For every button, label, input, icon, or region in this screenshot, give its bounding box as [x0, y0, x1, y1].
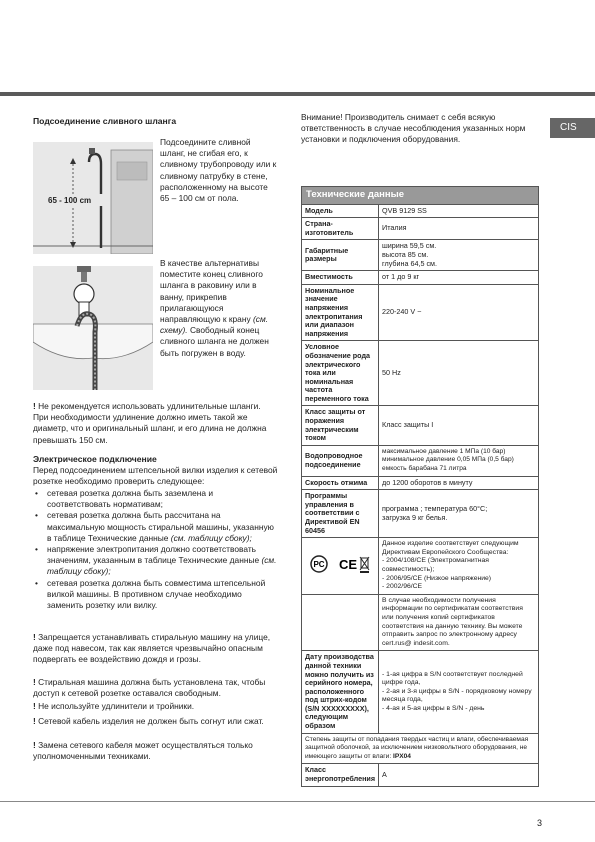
warning-text: Не используйте удлинители и тройники. [38, 701, 195, 711]
row-value: максимальное давление 1 МПа (10 бар) минимальное давление 0,05 МПа (0,5 бар) емкость барабана 71 литра [379, 445, 539, 476]
certificates-text: В случае необходимости получения информации по сертификатам соответствия или получения копий сертификатов соответствия на данную технику. Вы можете отправить запрос по электронному адресу cert.rus@ indesit.com. [379, 594, 539, 651]
row-value: QVB 9129 SS [379, 204, 539, 218]
pc-mark: PC [313, 559, 325, 569]
list-item-ref: (см. таблицу сбоку); [47, 555, 277, 577]
header-bar [0, 92, 595, 96]
warning-text: Запрещается устанавливать стиральную машину на улице, даже под навесом, так как является чрезвычайно опасным подвергать ее воздействию дождя и грозы. [33, 632, 271, 665]
list-item-text: сетевая розетка должна быть рассчитана на максимальную мощность стиральной машины, указанную в таблице Технические данные [47, 510, 274, 543]
row-value: A [379, 764, 539, 786]
warning-outdoor [33, 632, 278, 666]
ipx-code: IPX04 [393, 752, 411, 760]
table-row [302, 271, 539, 285]
table-title: Технические данные [302, 187, 539, 205]
row-value: 220-240 V ~ [379, 284, 539, 341]
table-row [302, 476, 539, 490]
warning-replace [33, 740, 278, 762]
sink-illustration [33, 266, 153, 390]
warning-text: Сетевой кабель изделия не должен быть согнут или сжат. [38, 716, 264, 726]
row-value: - 1-ая цифра в S/N соответствует последней цифре года, - 2-ая и 3-я цифры в S/N - порядковому номеру месяца года, - 4-ая и 5-ая цифры в S/N - день [379, 651, 539, 733]
row-value: Класс защиты I [379, 406, 539, 445]
table-row [302, 538, 539, 595]
row-key: Габаритные размеры [302, 240, 379, 271]
table-row [302, 651, 539, 733]
technical-data-table [301, 186, 539, 787]
drain-text-2b: (см. схему). [160, 314, 269, 336]
drain-text-2c: Свободный конец сливного шланга не должен быть погружен в воду. [160, 325, 269, 358]
extension-note [33, 401, 278, 446]
height-dimension-label: 65 - 100 cm [48, 196, 92, 205]
row-value: 50 Hz [379, 341, 539, 406]
ipx-row [302, 733, 539, 764]
row-value: до 1200 оборотов в минуту [379, 476, 539, 490]
warning-mark-icon: ! [33, 401, 36, 411]
warning-text: Замена сетевого кабеля может осуществляться только уполномоченными техниками. [33, 740, 253, 762]
table-row [302, 490, 539, 538]
electric-checklist [33, 488, 278, 611]
table-row [302, 218, 539, 240]
warning-mark-icon: ! [33, 716, 36, 726]
row-key: Условное обозначение рода электрического тока или номинальная частота переменного тока [302, 341, 379, 406]
row-key: Класс энергопотребления [302, 764, 379, 786]
warning-mark-icon: ! [33, 632, 36, 642]
pct-ce-marks-icon [310, 555, 370, 575]
row-key: Скорость отжима [302, 476, 379, 490]
extension-note-text: Не рекомендуется использовать удлинительные шланги. При необходимости удлинение должно иметь такой же диаметр, что и оригинальный шланг, и его длина не должна превышать 150 см. [33, 401, 267, 445]
warning-cable [33, 716, 278, 727]
table-row [302, 764, 539, 786]
row-key: Модель [302, 204, 379, 218]
electric-heading: Электрическое подключение [33, 454, 157, 464]
row-key: Водопроводное подсоединение [302, 445, 379, 476]
row-key: Страна-изготовитель [302, 218, 379, 240]
ipx-text: Степень защиты от попадания твердых частиц и влаги, обеспечиваемая защитной оболочкой, за исключением низковольтного оборудования, не имеющего защиты от влаги: [305, 735, 529, 760]
table-row [302, 204, 539, 218]
drain-text-1: Подсоедините сливной шланг, не сгибая его, к сливному трубопроводу или к сливному патрубку в стене, расположенному на высоте 65 – 100 см от пола. [160, 137, 277, 204]
list-item [33, 488, 278, 510]
row-value: программа ; температура 60°C; загрузка 9 кг белья. [379, 490, 539, 538]
certification-marks [302, 538, 379, 595]
table-row [302, 240, 539, 271]
footer-line [0, 801, 595, 802]
warning-mark-icon: ! [33, 677, 36, 687]
row-value: ширина 59,5 см. высота 85 см. глубина 64,5 см. [379, 240, 539, 271]
row-key-empty [302, 594, 379, 651]
row-key: Вместимость [302, 271, 379, 285]
sink-drawing [33, 266, 153, 390]
warning-mark-icon: ! [33, 701, 36, 711]
language-tab: CIS [550, 118, 595, 138]
list-item [33, 578, 278, 612]
row-key: Программы управления в соответствии с Директивой EN 60456 [302, 490, 379, 538]
table-row [302, 445, 539, 476]
electric-intro: Перед подсоединением штепсельной вилки изделия к сетевой розетке необходимо проверить следующее: [33, 465, 278, 487]
row-value: Италия [379, 218, 539, 240]
table-row [302, 341, 539, 406]
list-item-text: сетевая розетка должна быть заземлена и соответствовать нормативам; [47, 488, 214, 510]
row-key: Номинальное значение напряжения электропитания или диапазон напряжения [302, 284, 379, 341]
list-item-text: напряжение электропитания должно соответствовать значениям, указанным в таблице Технические данные [47, 544, 260, 566]
drain-heading: Подсоединение сливного шланга [33, 116, 177, 126]
warning-mark-icon: ! [33, 740, 36, 750]
row-key: Дату производства данной техники можно получить из серийного номера, расположенного под штрих-кодом (S/N XXXXXXXXX), следующим образом [302, 651, 379, 733]
table-row [302, 406, 539, 445]
list-item [33, 510, 278, 544]
page-number: 3 [537, 818, 543, 828]
drain-text-2a: В качестве альтернативы поместите конец сливного шланга в раковину или в ванну, прикрепив прилагающуюся направляющую к крану [160, 258, 263, 325]
attention-note: Внимание! Производитель снимает с себя всякую ответственность в случае несоблюдения указанных норм установки и подключения оборудования. [301, 112, 526, 145]
table-row [302, 284, 539, 341]
warning-access [33, 677, 278, 699]
list-item-ref: (см. таблицу сбоку); [170, 532, 252, 543]
row-value: от 1 до 9 кг [379, 271, 539, 285]
table-row [302, 594, 539, 651]
directives-text: Данное изделие соответствует следующим Директивам Европейского Сообщества: - 2004/108/CE (Электромагнитная совместимость); - 2006/95/CE (Низкое напряжение) - 2002/96/CE [379, 538, 539, 595]
drain-text-2 [160, 258, 272, 359]
row-key: Класс защиты от поражения электрическим током [302, 406, 379, 445]
warning-extension [33, 701, 278, 712]
ce-mark: CE [338, 556, 358, 572]
list-item [33, 544, 278, 578]
warning-text: Стиральная машина должна быть установлена так, чтобы доступ к сетевой розетке оставался свободным. [33, 677, 266, 699]
list-item-text: сетевая розетка должна быть совместима штепсельной вилкой машины. В противном случае необходимо заменить розетку или вилку. [47, 577, 266, 611]
table-row [302, 733, 539, 764]
